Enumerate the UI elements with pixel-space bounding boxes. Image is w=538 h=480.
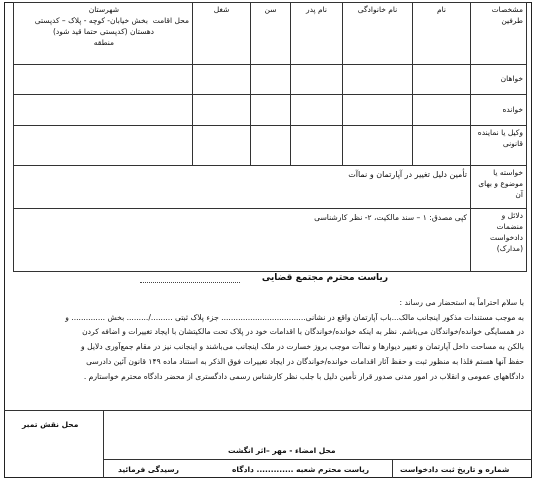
footer-top-line — [4, 410, 532, 411]
table-row-evidence — [14, 209, 527, 272]
table-header-row — [14, 3, 527, 65]
plaintiff-name-field[interactable] — [413, 64, 471, 94]
evidence-value[interactable]: کپی مصدق: ۱ – سند مالکیت، ۲- نظر کارشناسی — [14, 209, 471, 272]
header-job: شغل — [193, 3, 251, 65]
defendant-age-field[interactable] — [251, 95, 291, 125]
letter-body — [14, 296, 524, 384]
defendant-address-field[interactable] — [14, 95, 193, 125]
row-plaintiff-label: خواهان — [471, 64, 527, 94]
table-row-plaintiff — [14, 64, 527, 94]
registration-label: شماره و تاریخ ثبت دادخواست — [400, 465, 510, 474]
handling-label: رسیدگی فرمائید — [118, 465, 179, 474]
row-defendant-label: خوانده — [471, 95, 527, 125]
header-address — [14, 3, 193, 65]
letter-p4: حفظ آنها هستم فلذا به منظور ثبت و حفظ آثار اقدامات خوانده/خواندگان در ایجاد تغییرات فوق الذکر به استناد ماده ۱۴۹ قانون آئین دادرسی — [86, 356, 524, 366]
header-father: نام پدر — [291, 3, 343, 65]
signature-label: محل امضاء - مهر –اثر انگشت — [228, 446, 336, 455]
header-address-sub4: منطقه — [93, 37, 114, 47]
row-lawyer-label: وکیل یا نماینده قانونی — [471, 125, 527, 166]
header-name: نام — [413, 3, 471, 65]
parties-table — [13, 2, 527, 272]
stamp-divider — [103, 410, 104, 478]
table-row-request — [14, 166, 527, 209]
plaintiff-family-field[interactable] — [343, 64, 413, 94]
row-evidence-label: دلائل و منضمات دادخواست (مدارک) — [471, 209, 527, 272]
header-address-title: محل اقامت — [152, 15, 189, 25]
letter-p1: به موجب مستندات مذکور اینجانب مالک...باب آپارتمان واقع در نشانی................................... جزء پلاک ثبتی ........./......... بخش .............. و — [65, 312, 524, 322]
lawyer-age-field[interactable] — [251, 125, 291, 166]
stamp-place-label: محل نقش تمبر — [22, 420, 79, 429]
header-age: سن — [251, 3, 291, 65]
letter-p2: در همسایگی خوانده/خواندگان می‌باشم. نظر به اینکه خوانده/خواندگان با اقدامات خود در پلاک تحت مالکیتشان با ایجاد تغییرات و اضافه کردن — [82, 327, 524, 337]
lawyer-address-field[interactable] — [14, 125, 193, 166]
defendant-name-field[interactable] — [413, 95, 471, 125]
defendant-job-field[interactable] — [193, 95, 251, 125]
table-row-defendant — [14, 95, 527, 125]
header-address-sub3: دهستان (کدپستی حتما قید شود) — [52, 26, 154, 36]
lawyer-father-field[interactable] — [291, 125, 343, 166]
lawyer-family-field[interactable] — [343, 125, 413, 166]
header-address-line — [17, 16, 189, 27]
letter-title: ریاست محترم مجتمع قضایی — [261, 273, 388, 283]
plaintiff-father-field[interactable] — [291, 64, 343, 94]
footer-mid-line — [103, 459, 532, 460]
registration-divider — [392, 459, 393, 478]
lawyer-job-field[interactable] — [193, 125, 251, 166]
header-address-sub1: شهرستان — [88, 5, 119, 14]
branch-head-label: ریاست محترم شعبه ............. دادگاه — [232, 465, 370, 474]
table-row-lawyer — [14, 125, 527, 166]
header-family: نام خانوادگی — [343, 3, 413, 65]
plaintiff-age-field[interactable] — [251, 64, 291, 94]
plaintiff-address-field[interactable] — [14, 64, 193, 94]
letter-greeting: با سلام احتراماً به استحضار می رساند : — [399, 298, 524, 307]
letter-p5: دادگاههای عمومی و انقلاب در امور مدنی صدور قرار تأمین دلیل با جلب نظر کارشناس رسمی دادگستری از محضر دادگاه محترم خواستارم . — [83, 371, 524, 381]
letter-title-dotline — [140, 282, 240, 283]
lawyer-name-field[interactable] — [413, 125, 471, 166]
header-address-sub2: بخش خیابان- کوچه - پلاک – کدپستی — [34, 15, 148, 25]
defendant-family-field[interactable] — [343, 95, 413, 125]
letter-p3: بالکن به مساحت داخل آپارتمان و تغییر دیوارها و نماآت موجب بروز خسارت در ملک اینجانب می‌باشند و اینجانب نیز در مقام جمع‌آوری دلایل و — [80, 342, 524, 352]
request-value[interactable]: تأمین دلیل تغییر در آپارتمان و نماآت — [14, 166, 471, 209]
plaintiff-job-field[interactable] — [193, 64, 251, 94]
row-request-label: خواسته یا موضوع و بهای آن — [471, 166, 527, 209]
defendant-father-field[interactable] — [291, 95, 343, 125]
header-parties-label: مشخصات طرفین — [471, 3, 527, 65]
